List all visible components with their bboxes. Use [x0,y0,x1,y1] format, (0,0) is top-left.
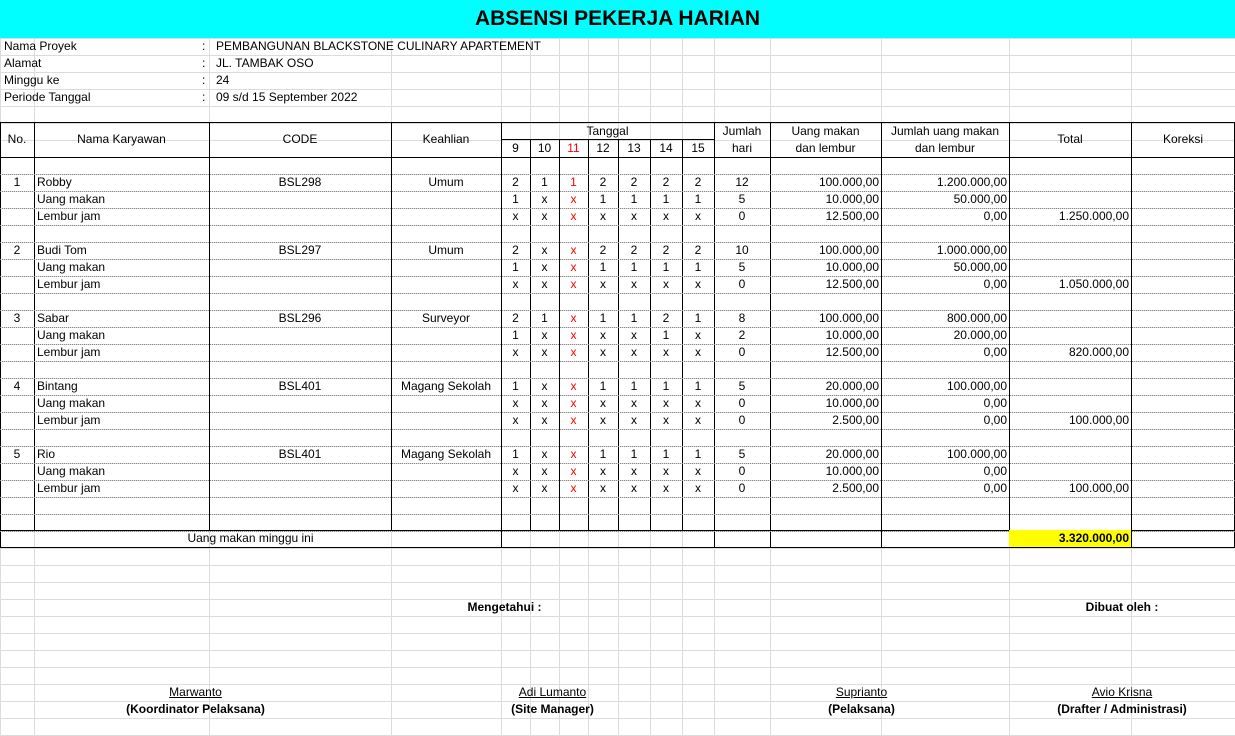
info-value: PEMBANGUNAN BLACKSTONE CULINARY APARTEMENT [216,39,541,53]
summary-total: 3.320.000,00 [1058,531,1129,545]
day-cell: x [570,328,577,342]
day-cell: x [570,345,577,359]
signer-role: (Koordinator Pelaksana) [126,702,265,716]
day-cell: 1 [570,175,577,189]
day-cell: 1 [662,192,670,206]
day-cell: x [570,209,577,223]
day-cell: 2 [512,175,519,189]
day-count: 2 [738,328,746,342]
line-label: Uang makan [37,396,106,410]
acknowledged-label: Mengetahui : [467,600,542,614]
day-count: 0 [738,209,746,223]
employee-skill: Magang Sekolah [400,447,492,461]
day-cell: x [600,277,606,291]
signer-name: Avio Krisna [1091,685,1153,699]
amount-cell: 0,00 [983,345,1007,359]
day-cell: x [695,464,701,478]
day-cell: 1 [630,379,638,393]
employee-no: 2 [13,243,21,257]
info-colon: : [202,73,206,87]
amount-cell: 0,00 [983,396,1007,410]
employee-no: 4 [13,379,21,393]
amount-cell: 0,00 [983,481,1007,495]
day-cell: x [541,396,548,410]
day-cell: x [541,277,548,291]
info-value: 24 [216,73,230,87]
line-label: Lembur jam [37,209,101,223]
day-cell: 2 [599,243,607,257]
day-count: 0 [738,396,746,410]
day-cell: x [663,345,669,359]
day-cell: x [541,413,548,427]
day-cell: 1 [541,175,548,189]
total-cell: 100.000,00 [1068,413,1129,427]
amount-cell: 800.000,00 [946,311,1007,325]
day-cell: x [631,464,637,478]
day-count: 0 [738,413,746,427]
day-cell: x [512,464,519,478]
day-cell: x [600,328,606,342]
summary-label: Uang makan minggu ini [187,531,314,545]
amount-cell: 0,00 [983,277,1007,291]
day-cell: 2 [662,311,670,325]
employee-name: Bintang [37,379,78,393]
line-label: Lembur jam [37,413,101,427]
day-cell: x [570,379,577,393]
amount-cell: 20.000,00 [953,328,1007,342]
day-cell: x [695,277,701,291]
day-cell: 1 [630,311,638,325]
signer-name: Adi Lumanto [518,685,587,699]
day-cell: 1 [599,311,607,325]
day-cell: x [695,481,701,495]
day-count: 0 [738,345,746,359]
day-cell: x [600,396,606,410]
day-cell: x [631,209,637,223]
day-cell: x [631,277,637,291]
day-cell: x [541,209,548,223]
day-cell: x [631,413,637,427]
day-cell: x [541,192,548,206]
day-count: 8 [738,311,746,325]
day-count: 5 [738,379,746,393]
day-cell: x [570,447,577,461]
amount-cell: 100.000,00 [946,379,1007,393]
info-label: Periode Tanggal [4,90,91,104]
employee-code: BSL297 [278,243,322,257]
day-cell: x [600,481,606,495]
info-label: Nama Proyek [4,39,77,53]
amount-cell: 1.000.000,00 [936,243,1007,257]
day-cell: x [631,328,637,342]
line-label: Uang makan [37,464,106,478]
day-cell: 1 [630,192,638,206]
signer-name: Suprianto [835,685,888,699]
total-cell: 1.050.000,00 [1058,277,1129,291]
info-label: Alamat [4,56,42,70]
day-cell: x [541,260,548,274]
day-cell: x [570,243,577,257]
date-header-12: 12 [596,141,610,155]
day-cell: x [541,447,548,461]
day-cell: 2 [662,243,670,257]
day-cell: 2 [630,175,638,189]
rate-cell: 12.500,00 [825,345,879,359]
info-colon: : [202,39,206,53]
col-no-header: No. [7,132,27,146]
day-cell: x [631,396,637,410]
day-cell: 1 [662,379,670,393]
day-cell: x [695,328,701,342]
col-skill-header: Keahlian [422,132,470,146]
info-colon: : [202,90,206,104]
day-cell: 2 [630,243,638,257]
day-cell: 1 [662,447,670,461]
employee-skill: Umum [428,175,464,189]
day-cell: x [541,243,548,257]
day-count: 5 [738,260,746,274]
day-cell: x [541,464,548,478]
day-cell: x [512,481,519,495]
day-count: 0 [738,481,746,495]
day-cell: 2 [512,311,519,325]
rate-cell: 10.000,00 [825,260,879,274]
employee-code: BSL298 [278,175,322,189]
line-label: Uang makan [37,192,106,206]
day-cell: 1 [694,311,702,325]
day-cell: x [663,413,669,427]
day-cell: x [663,464,669,478]
rate-cell: 100.000,00 [818,311,879,325]
day-cell: x [512,396,519,410]
day-cell: 1 [662,260,670,274]
col-rate-header: Uang makan [791,124,860,138]
rate-cell: 10.000,00 [825,396,879,410]
day-count: 5 [738,192,746,206]
day-count: 12 [735,175,749,189]
day-cell: x [570,413,577,427]
day-cell: 1 [630,260,638,274]
rate-cell: 2.500,00 [832,481,879,495]
employee-name: Sabar [37,311,70,325]
amount-cell: 50.000,00 [953,192,1007,206]
line-label: Uang makan [37,260,106,274]
day-cell: x [695,209,701,223]
day-cell: 1 [512,379,519,393]
day-cell: x [695,396,701,410]
rate-cell: 10.000,00 [825,464,879,478]
col-rate-header-2: dan lembur [795,141,856,155]
total-cell: 820.000,00 [1068,345,1129,359]
day-cell: x [570,464,577,478]
day-cell: 1 [694,192,702,206]
line-label: Lembur jam [37,345,101,359]
employee-skill: Surveyor [421,311,471,325]
day-cell: x [512,277,519,291]
amount-cell: 0,00 [983,464,1007,478]
sheet-title: ABSENSI PEKERJA HARIAN [0,0,1235,38]
col-correction-header: Koreksi [1162,132,1203,146]
amount-cell: 100.000,00 [946,447,1007,461]
day-cell: x [663,277,669,291]
col-total-header: Total [1057,132,1083,146]
employee-no: 5 [13,447,21,461]
day-cell: 1 [599,260,607,274]
col-name-header: Nama Karyawan [77,132,166,146]
date-header-14: 14 [659,141,673,155]
day-cell: x [512,413,519,427]
info-value: 09 s/d 15 September 2022 [216,90,358,104]
info-value: JL. TAMBAK OSO [216,56,314,70]
day-cell: x [600,413,606,427]
day-cell: x [541,328,548,342]
col-amount-header: Jumlah uang makan [890,124,1000,138]
date-header-15: 15 [691,141,705,155]
day-count: 10 [735,243,749,257]
day-count: 0 [738,464,746,478]
day-cell: x [663,481,669,495]
day-cell: 2 [694,243,702,257]
day-cell: x [512,209,519,223]
day-cell: 1 [599,192,607,206]
date-header-11: 11 [567,141,580,155]
employee-skill: Umum [428,243,464,257]
day-cell: 1 [512,328,519,342]
rate-cell: 10.000,00 [825,328,879,342]
employee-name: Budi Tom [37,243,87,257]
total-cell: 100.000,00 [1068,481,1129,495]
employee-code: BSL401 [278,379,322,393]
day-cell: x [541,345,548,359]
rate-cell: 10.000,00 [825,192,879,206]
col-code-header: CODE [282,132,318,146]
day-cell: x [570,277,577,291]
day-cell: x [663,209,669,223]
day-cell: 2 [694,175,702,189]
day-cell: x [695,345,701,359]
signer-name: Marwanto [169,685,222,699]
day-cell: x [631,481,637,495]
day-cell: x [600,345,606,359]
day-cell: 1 [662,328,670,342]
col-days-header-2: hari [731,141,752,155]
day-cell: 1 [630,447,638,461]
employee-no: 1 [13,175,21,189]
info-label: Minggu ke [4,73,60,87]
employee-code: BSL296 [278,311,322,325]
rate-cell: 2.500,00 [832,413,879,427]
date-header-10: 10 [537,141,552,155]
day-cell: x [570,260,577,274]
day-cell: x [570,396,577,410]
day-cell: x [600,209,606,223]
day-count: 5 [738,447,746,461]
day-cell: 2 [599,175,607,189]
day-cell: 2 [512,243,519,257]
rate-cell: 20.000,00 [825,447,879,461]
employee-no: 3 [13,311,21,325]
rate-cell: 12.500,00 [825,209,879,223]
day-cell: 1 [694,379,702,393]
day-cell: 2 [662,175,670,189]
day-cell: 1 [512,192,519,206]
col-date-group-header: Tanggal [586,124,629,138]
col-days-header: Jumlah [722,124,762,138]
signer-role: (Pelaksana) [828,702,895,716]
total-cell: 1.250.000,00 [1058,209,1129,223]
day-cell: 1 [512,447,519,461]
day-cell: x [541,379,548,393]
employee-name: Rio [37,447,56,461]
day-cell: x [570,311,577,325]
day-cell: 1 [599,379,607,393]
amount-cell: 1.200.000,00 [936,175,1007,189]
rate-cell: 100.000,00 [818,243,879,257]
amount-cell: 0,00 [983,209,1007,223]
day-cell: 1 [694,260,702,274]
signer-role: (Drafter / Administrasi) [1057,702,1187,716]
day-cell: 1 [599,447,607,461]
info-colon: : [202,56,206,70]
line-label: Uang makan [37,328,106,342]
employee-skill: Magang Sekolah [400,379,492,393]
rate-cell: 100.000,00 [818,175,879,189]
signer-role: (Site Manager) [511,702,594,716]
day-cell: x [541,481,548,495]
day-count: 0 [738,277,746,291]
day-cell: x [600,464,606,478]
day-cell: x [512,345,519,359]
day-cell: x [631,345,637,359]
day-cell: x [663,396,669,410]
rate-cell: 12.500,00 [825,277,879,291]
line-label: Lembur jam [37,277,101,291]
amount-cell: 50.000,00 [953,260,1007,274]
created-by-label: Dibuat oleh : [1085,600,1159,614]
rate-cell: 20.000,00 [825,379,879,393]
day-cell: 1 [541,311,548,325]
date-header-13: 13 [627,141,641,155]
col-amount-header-2: dan lembur [914,141,976,155]
day-cell: x [570,481,577,495]
day-cell: 1 [694,447,702,461]
employee-name: Robby [37,175,72,189]
date-header-9: 9 [512,141,519,155]
line-label: Lembur jam [37,481,101,495]
day-cell: x [570,192,577,206]
day-cell: 1 [512,260,519,274]
employee-code: BSL401 [278,447,322,461]
day-cell: x [695,413,701,427]
amount-cell: 0,00 [983,413,1007,427]
